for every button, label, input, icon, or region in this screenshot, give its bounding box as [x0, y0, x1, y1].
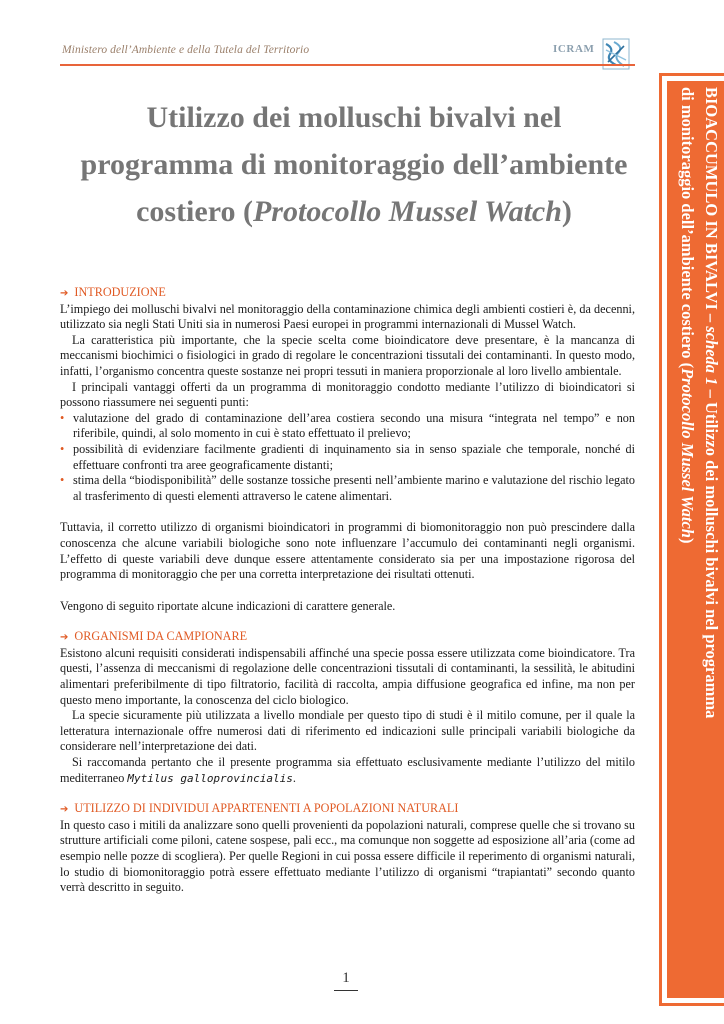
organismi-paragraph: Esistono alcuni requisiti considerati indispensabili affinché una specie possa essere utilizzata come bioindicatore. Tra questi, l’assenza di meccanismi di regolazione delle concentrazioni tissutali di contaminanti, la sessilità, le abitudini alimentari preferibilmente di tipo filtratorio, facilità di raccolta, ampia diffusione geografica ed infine, ma non per questo meno importante, la conoscenza del ciclo biologico. [60, 645, 635, 707]
header-ministry: Ministero dell’Ambiente e della Tutela del Territorio [62, 44, 310, 56]
page-title: Utilizzo dei molluschi bivalvi nel programma di monitoraggio dell’ambiente costiero (Protocollo Mussel Watch) [80, 101, 628, 228]
bullet-icon: • [60, 473, 65, 488]
advantages-list [60, 411, 635, 505]
sidebar-title [671, 87, 723, 992]
intro-paragraph: Vengono di seguito riportate alcune indicazioni di carattere generale. [60, 598, 396, 613]
intro-paragraph: Tuttavia, il corretto utilizzo di organismi bioindicatori in programmi di biomonitoraggio non può prescindere dalla conoscenza che alcune variabili biologiche sono note influenzare l’accumulo dei contaminanti negli organismi. L’effetto di queste variabili deve dunque essere attentamente considerato sia per una impostazione rigorosa del programma di monitoraggio che per una corretta interpretazione dei risultati ottenuti. [60, 520, 635, 582]
intro-paragraph: I principali vantaggi offerti da un programma di monitoraggio condotto mediante l’utilizzo di bioindicatori si possono riassumere nei seguenti punti: [60, 379, 635, 410]
section-heading-introduzione: ➔ INTRODUZIONE [60, 285, 166, 299]
intro-paragraph: L’impiego dei molluschi bivalvi nel monitoraggio della contaminazione chimica degli ambienti costieri è, da decenni, utilizzato sia negli Stati Uniti sia in numerosi Paesi europei in programmi internazionali di Mussel Watch. [60, 301, 635, 332]
organismi-paragraph: Si raccomanda pertanto che il presente programma sia effettuato esclusivamente mediante l’utilizzo del mitilo mediterraneo Mytilus galloprovincialis. [60, 755, 635, 785]
bullet-icon: • [60, 441, 65, 456]
intro-paragraph: La caratteristica più importante, che la specie scelta come bioindicatore deve presentare, è la mancanza di meccanismi biochimici o fisiologici in grado di regolare le concentrazioni tissutali dei contaminanti. In questo modo, infatti, l’organismo concentra queste sostanze nei propri tessuti in maniera proporzionale al loro livello ambientale. [60, 332, 635, 378]
section-heading-organismi: ➔ ORGANISMI DA CAMPIONARE [60, 629, 248, 644]
header-rule [60, 64, 635, 66]
species-name: Mytilus galloprovincialis [127, 771, 293, 785]
section-heading-popolazioni: ➔ UTILIZZO DI INDIVIDUI APPARTENENTI A POPOLAZIONI NATURALI [60, 801, 459, 816]
list-item: • possibilità di evidenziare facilmente gradienti di inquinamento sia in senso spaziale che temporale, nonché di effettuare confronti tra aree geograficamente distanti; [60, 441, 635, 472]
bullet-icon: • [60, 410, 65, 425]
arrow-icon: ➔ [60, 288, 69, 299]
sidebar-line1: BIOACCUMULO IN BIVALVI – scheda 1 – Utilizzo dei molluschi bivalvi nel programma [702, 87, 721, 719]
organismi-paragraph: La specie sicuramente più utilizzata a livello mondiale per questo tipo di studi è il mitilo comune, per il quale la letteratura internazionale offre numerosi dati di riferimento ed indicazioni sulle principali variabili biologiche da considerare nell’interpretazione dei dati. [60, 708, 635, 754]
list-item: • valutazione del grado di contaminazione dell’area costiera secondo una misura “integrata nel tempo” e non riferibile, quindi, al solo momento in cui è stato effettuato il prelievo; [60, 410, 635, 441]
sidebar-line2: di monitoraggio dell’ambiente costiero (Protocollo Mussel Watch) [678, 87, 697, 544]
header-brand: ICRAM [553, 43, 595, 55]
popolazioni-paragraph: In questo caso i mitili da analizzare sono quelli provenienti da popolazioni naturali, comprese quelle che si trovano su strutture artificiali come piloni, catene sospese, pali ecc., ma comunque non soggette ad esposizione all’aria (come ad esempio nelle pozze di scogliera). Per quelle Regioni in cui possa essere difficile il reperimento di organismi naturali, lo studio di biomonitoraggio potrà essere effettuato mediante l’utilizzo di organismi “trapiantati” secondo quanto verrà descritto in seguito. [60, 817, 635, 895]
list-item: • stima della “biodisponibilità” delle sostanze tossiche presenti nell’ambiente marino e valutazione del rischio legato al trasferimento di questi elementi attraverso le catene alimentari. [60, 473, 635, 503]
main-content [60, 285, 635, 896]
arrow-icon: ➔ [60, 804, 69, 816]
page-number: 1 [342, 970, 350, 986]
page-number-rule [334, 990, 358, 991]
arrow-icon: ➔ [60, 632, 69, 644]
